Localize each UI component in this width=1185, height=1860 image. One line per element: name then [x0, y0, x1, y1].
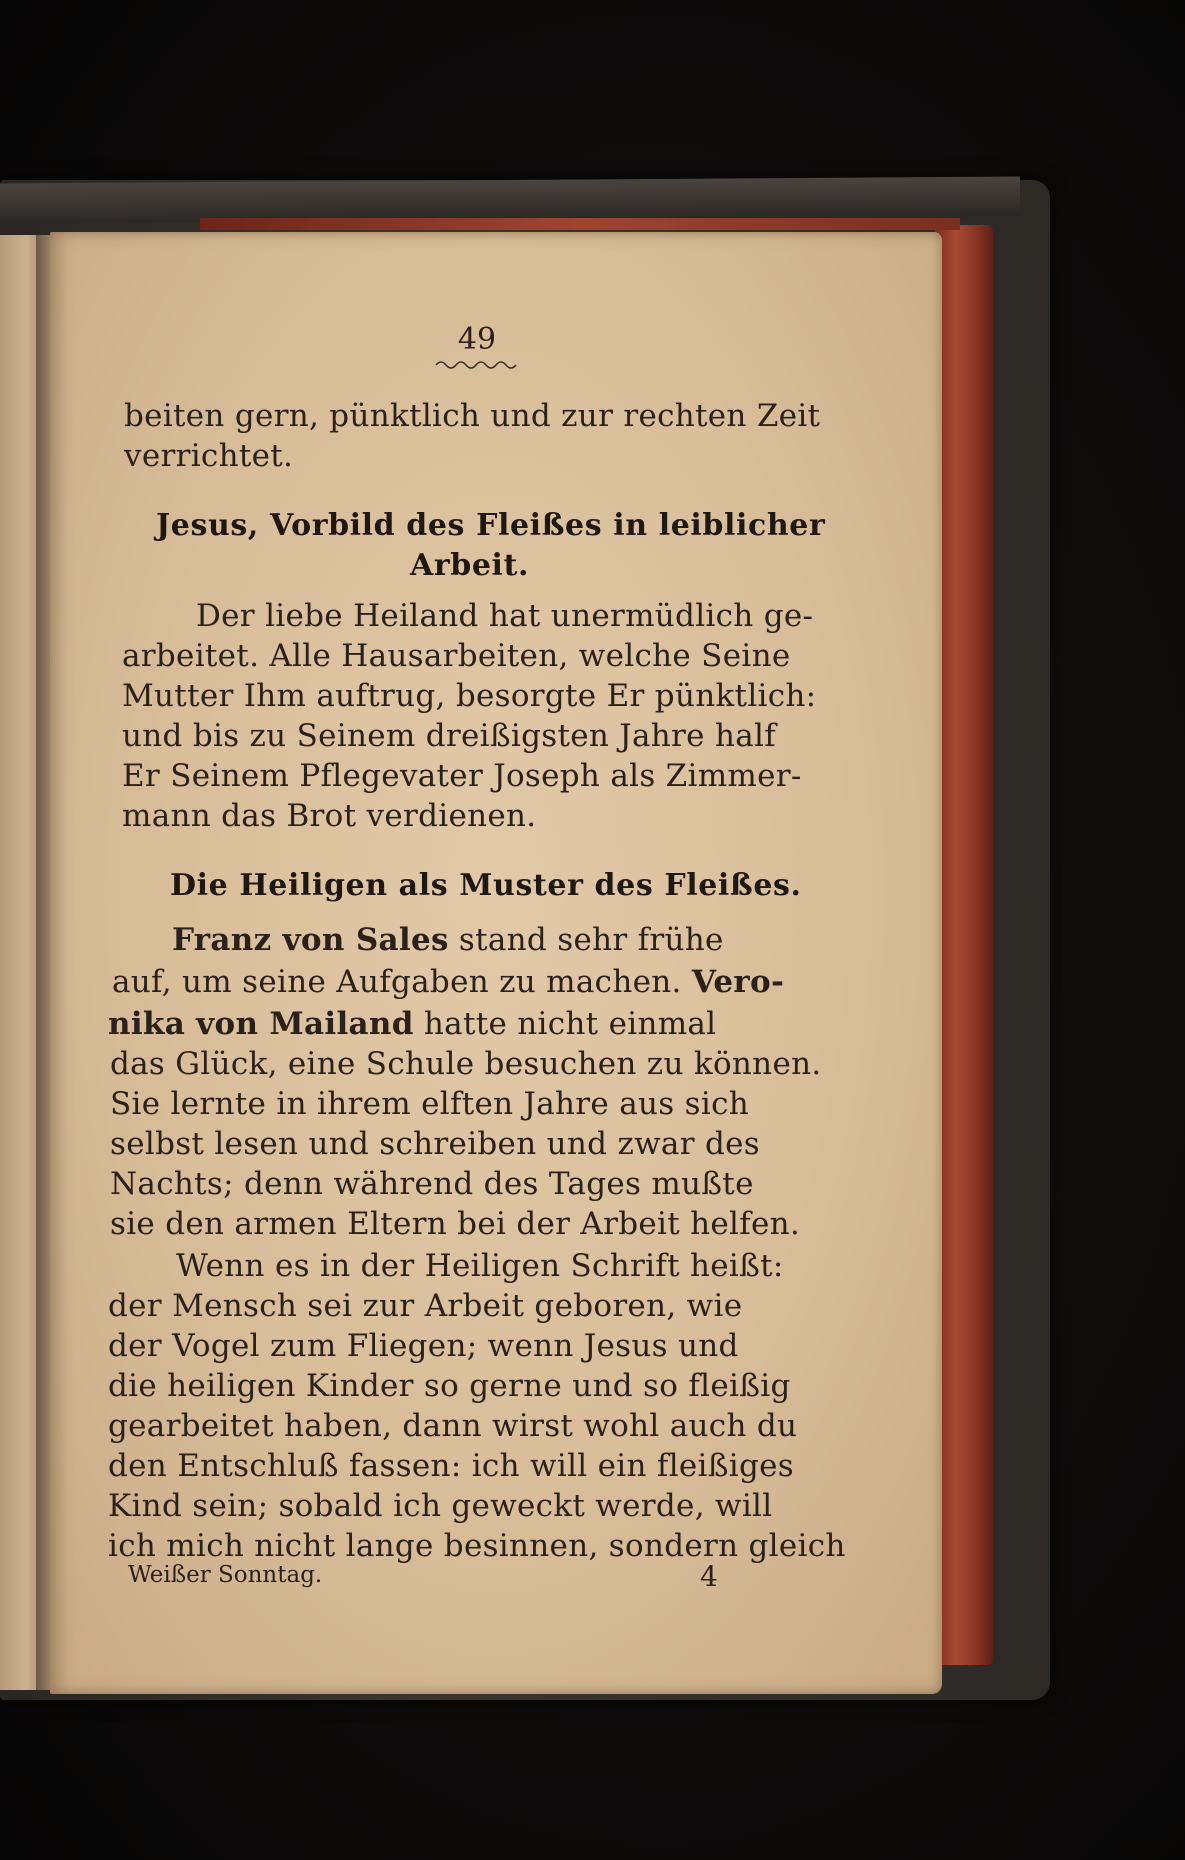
paragraph-line: Nachts; denn während des Tages mußte [110, 1166, 754, 1202]
paragraph-line: den Entschluß fassen: ich will ein fleißiges [108, 1448, 794, 1484]
signature-title: Weißer Sonntag. [128, 1562, 323, 1588]
section-heading: Die Heiligen als Muster des Fleißes. [170, 868, 802, 903]
paragraph-line: der Mensch sei zur Arbeit geboren, wie [108, 1288, 743, 1324]
paragraph-line [108, 1006, 716, 1042]
paragraph-line: Sie lernte in ihrem elften Jahre aus sich [110, 1086, 749, 1122]
paragraph-line: mann das Brot verdienen. [122, 798, 537, 834]
paragraph-line: Wenn es in der Heiligen Schrift heißt: [176, 1248, 784, 1284]
saint-name: Vero- [691, 964, 785, 1000]
paragraph-line: und bis zu Seinem dreißigsten Jahre half [122, 718, 777, 754]
paragraph-line: das Glück, eine Schule besuchen zu können. [110, 1046, 822, 1082]
wavy-ornament-icon [434, 358, 520, 372]
paragraph-line: Kind sein; sobald ich geweckt werde, will [108, 1488, 773, 1524]
paragraph-line: gearbeitet haben, dann wirst wohl auch du [108, 1408, 798, 1444]
line-text: hatte nicht einmal [413, 1006, 717, 1042]
sheet-number: 4 [700, 1560, 718, 1593]
section-heading: Arbeit. [410, 548, 530, 583]
paragraph-line [112, 964, 784, 1000]
continuation-line: verrichtet. [124, 438, 294, 474]
paragraph-line: Er Seinem Pflegevater Joseph als Zimmer- [122, 758, 802, 794]
paragraph-line: der Vogel zum Fliegen; wenn Jesus und [108, 1328, 739, 1364]
paragraph-line: sie den armen Eltern bei der Arbeit helfen. [110, 1206, 801, 1242]
paragraph-line: selbst lesen und schreiben und zwar des [110, 1126, 760, 1162]
paragraph-line: die heiligen Kinder so gerne und so fleißig [108, 1368, 791, 1404]
line-text: auf, um seine Aufgaben zu machen. [112, 964, 692, 1000]
red-page-edges [935, 225, 993, 1665]
page-number: 49 [457, 322, 497, 357]
line-text: stand sehr frühe [448, 922, 724, 958]
book-cover-top-edge [0, 176, 1020, 223]
paragraph-line: ich mich nicht lange besinnen, sondern gleich [108, 1528, 846, 1564]
paragraph-line: Mutter Ihm auftrug, besorgte Er pünktlich: [122, 678, 817, 714]
paragraph-line: Der liebe Heiland hat unermüdlich ge- [196, 598, 814, 634]
continuation-line: beiten gern, pünktlich und zur rechten Zeit [124, 398, 821, 434]
saint-name: nika von Mailand [108, 1006, 414, 1042]
saint-name: Franz von Sales [172, 922, 449, 958]
section-heading: Jesus, Vorbild des Fleißes in leiblicher [156, 508, 826, 543]
paragraph-line: arbeitet. Alle Hausarbeiten, welche Seine [122, 638, 791, 674]
red-page-edges-top [200, 218, 960, 230]
paragraph-line [172, 922, 724, 958]
